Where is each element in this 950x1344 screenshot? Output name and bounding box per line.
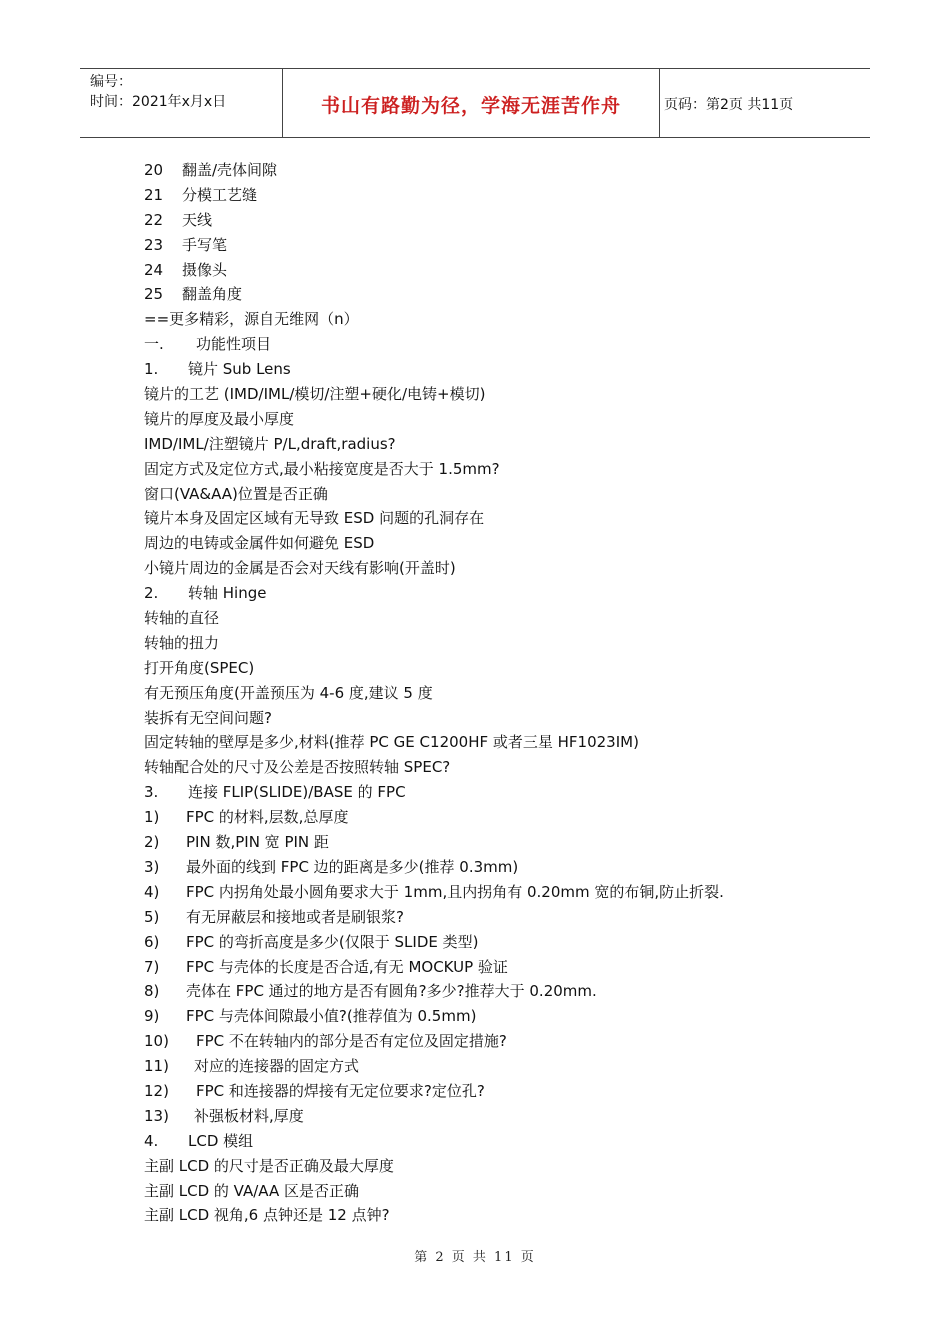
text-line <box>144 1029 844 1054</box>
text-line <box>144 930 844 955</box>
line-text: 固定转轴的壁厚是多少,材料(推荐 PC GE C1200HF 或者三星 HF1023IM) <box>144 733 639 752</box>
line-text: FPC 的弯折高度是多少(仅限于 SLIDE 类型) <box>186 932 479 951</box>
line-number: 2) <box>144 833 160 852</box>
text-line <box>144 506 844 531</box>
text-line <box>144 755 844 780</box>
line-text: 补强板材料,厚度 <box>194 1106 304 1125</box>
line-text: 连接 FLIP(SLIDE)/BASE 的 FPC <box>188 783 406 802</box>
line-text: PIN 数,PIN 宽 PIN 距 <box>186 833 329 852</box>
line-text: 分模工艺缝 <box>182 185 258 204</box>
text-line <box>144 979 844 1004</box>
line-text: 固定方式及定位方式,最小粘接宽度是否大于 1.5mm? <box>144 459 500 478</box>
text-line <box>144 656 844 681</box>
line-number: 11) <box>144 1057 169 1076</box>
line-text: FPC 和连接器的焊接有无定位要求?定位孔? <box>196 1081 485 1100</box>
page-footer: 第 2 页 共 11 页 <box>414 1250 536 1265</box>
text-line <box>144 332 844 357</box>
line-number: 3. <box>144 783 159 802</box>
text-line <box>144 233 844 258</box>
line-number: 6) <box>144 932 160 951</box>
line-text: 摄像头 <box>182 260 228 279</box>
line-number: 4. <box>144 1131 159 1150</box>
header-info-cell <box>80 69 283 137</box>
text-line <box>144 382 844 407</box>
header-page-cell <box>660 69 870 137</box>
line-text: IMD/IML/注塑镜片 P/L,draft,radius? <box>144 434 396 453</box>
line-number: 4) <box>144 882 160 901</box>
text-line <box>144 955 844 980</box>
line-text: 主副 LCD 视角,6 点钟还是 12 点钟? <box>144 1206 390 1225</box>
text-line <box>144 208 844 233</box>
page-header <box>80 68 870 138</box>
number-label: 编号： <box>90 74 132 90</box>
line-text: FPC 与壳体的长度是否合适,有无 MOCKUP 验证 <box>186 957 508 976</box>
text-line <box>144 183 844 208</box>
line-number: 21 <box>144 185 164 204</box>
text-line <box>144 1054 844 1079</box>
line-text: FPC 内拐角处最小圆角要求大于 1mm,且内拐角有 0.20mm 宽的布铜,防止折裂. <box>186 882 724 901</box>
text-line <box>144 282 844 307</box>
text-line <box>144 1154 844 1179</box>
line-number: 13) <box>144 1106 169 1125</box>
text-line <box>144 706 844 731</box>
line-text: 装拆有无空间问题? <box>144 708 272 727</box>
text-line <box>144 307 844 332</box>
text-line <box>144 606 844 631</box>
line-text: 打开角度(SPEC) <box>144 658 255 677</box>
text-line <box>144 880 844 905</box>
line-number: 10) <box>144 1032 169 1051</box>
line-text: 功能性项目 <box>196 335 272 354</box>
line-text: 周边的电铸或金属件如何避免 ESD <box>144 534 375 553</box>
line-text: 镜片的厚度及最小厚度 <box>144 409 295 428</box>
text-line <box>144 855 844 880</box>
line-text: 转轴的直径 <box>144 609 220 628</box>
text-line <box>144 780 844 805</box>
line-text: 对应的连接器的固定方式 <box>194 1057 360 1076</box>
date-label: 时间：2021年x月x日 <box>90 94 227 110</box>
text-line <box>144 357 844 382</box>
line-number: 12) <box>144 1081 169 1100</box>
line-text: 翻盖/壳体间隙 <box>182 161 278 179</box>
text-line <box>144 1079 844 1104</box>
text-line <box>144 581 844 606</box>
line-text: 镜片的工艺 (IMD/IML/模切/注塑+硬化/电铸+模切) <box>144 385 486 404</box>
line-text: 最外面的线到 FPC 边的距离是多少(推荐 0.3mm) <box>186 857 519 876</box>
page-info: 页码：第2页 共11页 <box>664 97 794 113</box>
line-text: 翻盖角度 <box>182 285 243 304</box>
document-body <box>144 158 844 1228</box>
line-number: 2. <box>144 584 159 603</box>
text-line <box>144 556 844 581</box>
line-text: ==更多精彩，源自无维网（n） <box>144 310 359 329</box>
line-number: 20 <box>144 161 164 179</box>
text-line <box>144 1104 844 1129</box>
line-text: 手写笔 <box>182 235 228 254</box>
line-text: FPC 的材料,层数,总厚度 <box>186 808 349 827</box>
text-line <box>144 805 844 830</box>
line-number: 一. <box>144 335 164 354</box>
text-line <box>144 905 844 930</box>
line-number: 22 <box>144 210 164 229</box>
line-text: 转轴的扭力 <box>144 633 220 652</box>
line-text: 转轴 Hinge <box>188 584 267 603</box>
text-line <box>144 158 844 183</box>
line-number: 8) <box>144 982 160 1001</box>
text-line <box>144 258 844 283</box>
line-text: LCD 模组 <box>188 1131 254 1150</box>
line-text: 天线 <box>182 210 213 229</box>
line-text: 镜片 Sub Lens <box>188 360 291 379</box>
text-line <box>144 432 844 457</box>
line-number: 24 <box>144 260 164 279</box>
text-line <box>144 457 844 482</box>
line-number: 5) <box>144 907 160 926</box>
text-line <box>144 681 844 706</box>
text-line <box>144 1179 844 1204</box>
line-number: 1) <box>144 808 160 827</box>
line-number: 9) <box>144 1007 160 1026</box>
motto-text: 书山有路勤为径，学海无涯苦作舟 <box>320 95 621 117</box>
line-text: 转轴配合处的尺寸及公差是否按照转轴 SPEC? <box>144 758 451 777</box>
line-text: 小镜片周边的金属是否会对天线有影响(开盖时) <box>144 559 456 578</box>
line-number: 3) <box>144 857 160 876</box>
text-line <box>144 830 844 855</box>
line-number: 1. <box>144 360 159 379</box>
line-number: 23 <box>144 235 164 254</box>
line-text: FPC 不在转轴内的部分是否有定位及固定措施? <box>196 1032 507 1051</box>
line-text: 有无预压角度(开盖预压为 4-6 度,建议 5 度 <box>144 683 433 702</box>
line-text: 窗口(VA&AA)位置是否正确 <box>144 484 328 503</box>
line-number: 7) <box>144 957 160 976</box>
header-motto-cell <box>283 69 660 137</box>
line-text: 有无屏蔽层和接地或者是刷银浆? <box>186 907 404 926</box>
text-line <box>144 1129 844 1154</box>
line-text: 镜片本身及固定区域有无导致 ESD 问题的孔洞存在 <box>144 509 485 528</box>
line-text: 主副 LCD 的尺寸是否正确及最大厚度 <box>144 1156 394 1175</box>
line-text: 主副 LCD 的 VA/AA 区是否正确 <box>144 1181 360 1200</box>
text-line <box>144 1203 844 1228</box>
text-line <box>144 730 844 755</box>
text-line <box>144 1004 844 1029</box>
text-line <box>144 631 844 656</box>
text-line <box>144 482 844 507</box>
text-line <box>144 407 844 432</box>
line-text: 壳体在 FPC 通过的地方是否有圆角?多少?推荐大于 0.20mm. <box>186 982 597 1001</box>
text-line <box>144 531 844 556</box>
line-number: 25 <box>144 285 164 304</box>
line-text: FPC 与壳体间隙最小值?(推荐值为 0.5mm) <box>186 1007 477 1026</box>
